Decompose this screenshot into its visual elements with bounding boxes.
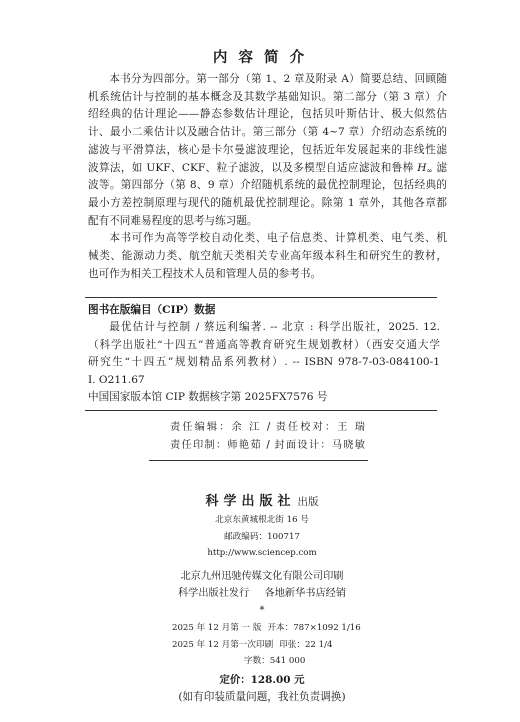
math-subscript: ∞ — [426, 165, 433, 175]
summary-line-text: 波算法，如 UKF、CKF、粒子滤波，以及多模型自适应滤波和鲁棒 — [88, 161, 418, 174]
summary-line: 械类、能源动力类、航空航天类相关专业高年级本科生和研究生的教材， — [88, 250, 447, 263]
cip-line: 最优估计与控制 / 蔡远利编著. -- 北京 : 科学出版社，2025. 12. — [109, 321, 440, 334]
summary-line-text: 滤 — [432, 161, 447, 174]
summary-line — [88, 160, 447, 178]
impression-line — [172, 637, 332, 653]
publisher-address: 北京东黄城根北街 16 号 — [215, 515, 309, 525]
math-symbol: H — [417, 161, 427, 174]
summary-line: 滤波与平滑算法，核心是卡尔曼滤波理论，包括近年发展起来的非线性滤 — [88, 143, 447, 156]
printer-info: 北京九州迅驰传媒文化有限公司印刷 — [180, 571, 344, 582]
publisher-logo: 科学出版社 — [205, 494, 296, 509]
summary-line: 配有不同难易程度的思考与练习题。 — [88, 214, 258, 227]
publisher-suffix: 出版 — [297, 496, 319, 508]
printed-sheets: 印张：22 1/4 — [279, 640, 333, 650]
summary-line: 绍经典的估计理论——静态参数估计理论，包括贝叶斯估计、极大似然估 — [88, 108, 447, 121]
edition-line — [172, 620, 361, 636]
publisher-line — [4, 491, 520, 511]
cip-record-number: 中国国家版本馆 CIP 数据核字第 2025FX7576 号 — [88, 391, 328, 404]
publisher-postcode: 邮政编码：100717 — [224, 532, 300, 542]
quality-notice: (如有印装质量问题，我社负责调换) — [178, 691, 346, 703]
cip-heading: 图书在版编目（CIP）数据 — [88, 304, 216, 316]
summary-line: 本书分为四部分。第一部分（第 1、2 章及附录 A）简要总结、回顾随 — [109, 73, 447, 85]
editorial-credits — [170, 419, 365, 455]
cip-classification: I. O211.67 — [88, 373, 145, 386]
divider-line — [85, 297, 437, 298]
credits-line: 责任印制：师艳茹 / 封面设计：马晓敏 — [170, 440, 365, 451]
distribution-info: 科学出版社发行 各地新华书店经销 — [177, 588, 347, 599]
summary-line: 本书可作为高等学校自动化类、电子信息类、计算机类、电气类、机 — [109, 232, 447, 245]
divider-line — [149, 460, 368, 461]
summary-title: 内 容 简 介 — [212, 49, 308, 66]
word-count: 字数：541 000 — [244, 656, 306, 666]
summary-line: 也可作为相关工程技术人员和管理人员的参考书。 — [88, 267, 322, 280]
book-price: 定价：128.00 元 — [219, 674, 305, 686]
book-format: 开本：787×1092 1/16 — [267, 623, 361, 633]
summary-line: 机系统估计与控制的基本概念及其数学基础知识。第二部分（第 3 章）介 — [88, 90, 447, 103]
cip-line: 研究生“十四五”规划精品系列教材）. -- ISBN 978-7-03-084100-1 — [88, 356, 440, 369]
divider-line — [85, 410, 437, 411]
edition-date: 2025 年 12 月第 一 版 — [172, 623, 262, 633]
summary-line: 最小方差控制原理与现代的随机最优控制理论。除第 1 章外，其他各章都 — [88, 196, 447, 209]
asterisk-divider: * — [259, 605, 265, 616]
summary-line: 计、最小二乘估计以及融合估计。第三部分（第 4~7 章）介绍动态系统的 — [88, 126, 447, 139]
printing-date: 2025 年 12 月第一次印刷 — [172, 640, 274, 650]
cip-line: （科学出版社“十四五”普通高等教育研究生规划教材）（西安交通大学 — [88, 338, 440, 351]
publisher-website: http://www.sciencep.com — [207, 548, 317, 558]
summary-line: 波等。第四部分（第 8、9 章）介绍随机系统的最优控制理论，包括经典的 — [88, 179, 447, 192]
credits-line: 责任编辑：余 江 / 责任校对：王 瑞 — [170, 422, 365, 433]
content-summary — [88, 71, 447, 283]
cip-data — [88, 302, 440, 406]
